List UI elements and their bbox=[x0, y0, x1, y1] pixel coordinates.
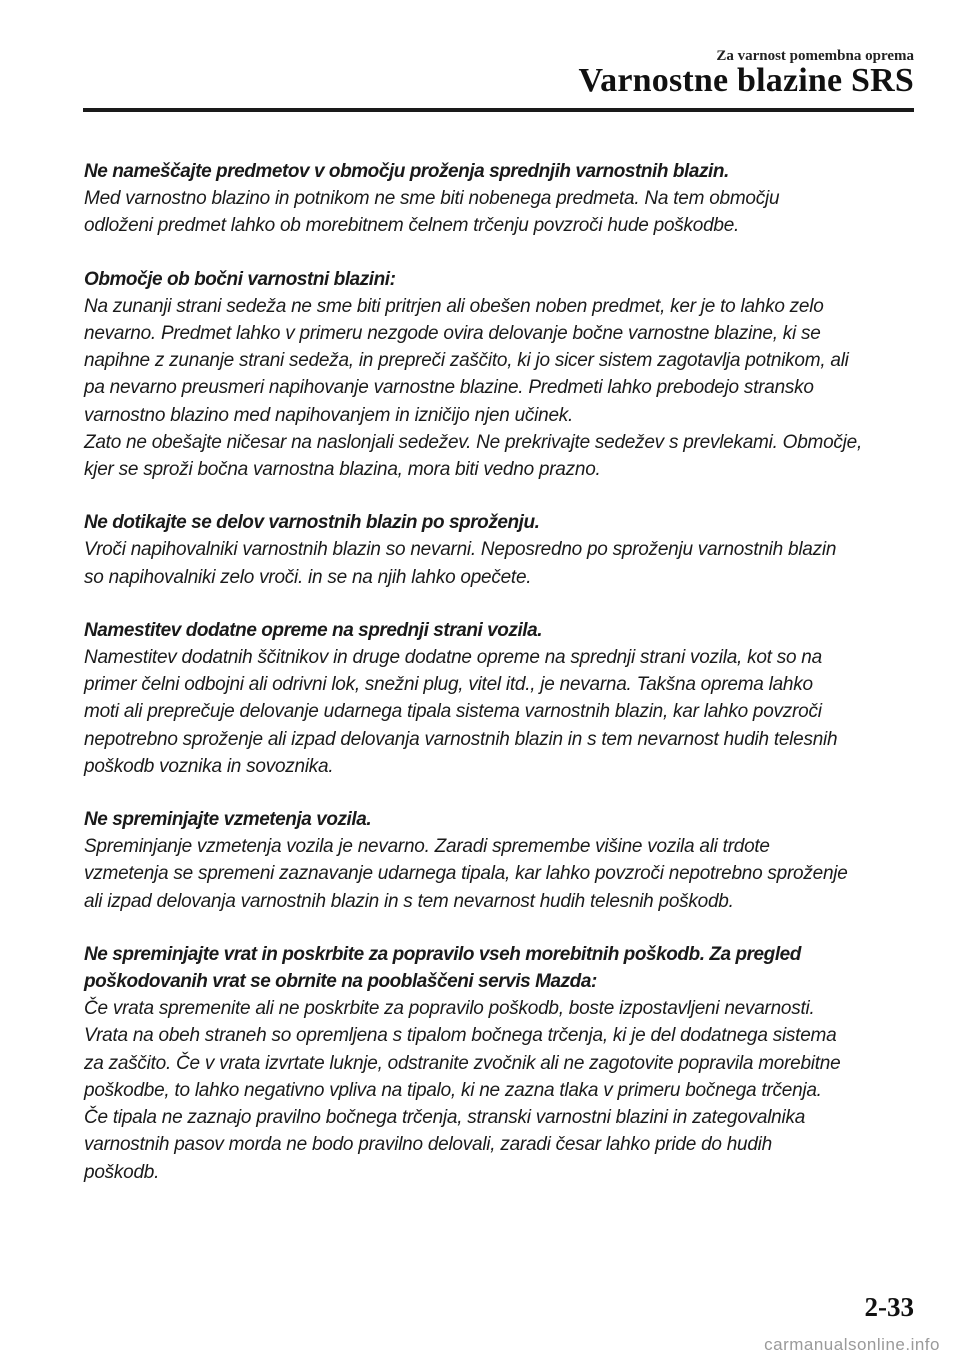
warning-text-line: ali izpad delovanja varnostnih blazin in s tem nevarnost hudih telesnih poškodb. bbox=[84, 890, 734, 912]
warning-text-line: kjer se sproži bočna varnostna blazina, mora biti vedno prazno. bbox=[84, 459, 601, 481]
page-number: 2-33 bbox=[864, 1292, 914, 1322]
warning-text-line: Med varnostno blazino in potnikom ne sme biti nobenega predmeta. Na tem območju bbox=[84, 188, 780, 210]
header-rule bbox=[83, 108, 914, 112]
page-title: Varnostne blazine SRS bbox=[578, 62, 914, 99]
warning-text-line: so napihovalniki zelo vroči. in se na njih lahko opečete. bbox=[84, 566, 532, 588]
warning-text-line: Zato ne obešajte ničesar na naslonjali sedežev. Ne prekrivajte sedežev s prevlekami. Območje, bbox=[84, 431, 862, 453]
warning-heading: Ne spreminjajte vrat in poskrbite za popravilo vseh morebitnih poškodb. Za pregled bbox=[84, 943, 801, 965]
warning-text-line: primer čelni odbojni ali odrivni lok, snežni plug, vitel itd., je nevarna. Takšna oprema lahko bbox=[84, 674, 813, 696]
warning-text-line: varnostnih pasov morda ne bodo pravilno delovali, zaradi česar lahko pride do hudih bbox=[84, 1134, 772, 1156]
warning-heading: Ne dotikajte se delov varnostnih blazin po sproženju. bbox=[84, 512, 540, 534]
warning-heading: Namestitev dodatne opreme na sprednji strani vozila. bbox=[84, 619, 543, 641]
warning-text-line: Na zunanji strani sedeža ne sme biti pritrjen ali obešen noben predmet, ker je to lahko zelo bbox=[84, 295, 824, 317]
warning-heading: poškodovanih vrat se obrnite na pooblaščeni servis Mazda: bbox=[84, 971, 597, 993]
warning-text-line: moti ali preprečuje delovanje udarnega tipala sistema varnostnih blazin, kar lahko povzroči bbox=[84, 701, 822, 723]
warning-block bbox=[84, 266, 914, 484]
warning-text-line: odloženi predmet lahko ob morebitnem čelnem trčenju povzroči hude poškodbe. bbox=[84, 215, 740, 237]
warning-text-line: Če tipala ne zaznajo pravilno bočnega trčenja, stranski varnostni blazini in zategovalnika bbox=[84, 1107, 806, 1129]
warning-text-line: pa nevarno preusmeri napihovanje varnostne blazine. Predmeti lahko prebodejo stransko bbox=[84, 377, 814, 399]
warning-text-line: Spreminjanje vzmetenja vozila je nevarno. Zaradi spremembe višine vozila ali trdote bbox=[84, 836, 770, 858]
warning-block bbox=[84, 806, 914, 915]
warning-text-line: Vrata na obeh straneh so opremljena s tipalom bočnega trčenja, ki je del dodatnega sistema bbox=[84, 1025, 837, 1047]
warning-text-line: Namestitev dodatnih ščitnikov in druge dodatne opreme na sprednji strani vozila, kot so na bbox=[84, 647, 822, 669]
warning-block bbox=[84, 509, 914, 591]
watermark: carmanualsonline.info bbox=[764, 1335, 940, 1354]
warning-text-line: poškodbe, to lahko negativno vpliva na tipalo, ki ne zazna tlaka v primeru bočnega trčenja. bbox=[84, 1079, 822, 1101]
warning-block bbox=[84, 941, 914, 1186]
warning-text-line: Če vrata spremenite ali ne poskrbite za popravilo poškodb, boste izpostavljeni nevarnosti. bbox=[84, 998, 815, 1020]
warning-text-line: za zaščito. Če v vrata izvrtate luknje, odstranite zvočnik ali ne zagotovite popravila morebitne bbox=[84, 1052, 841, 1074]
warning-text-line: poškodb. bbox=[84, 1161, 160, 1183]
content bbox=[84, 158, 914, 1212]
warning-text-line: vzmetenja se spremeni zaznavanje udarnega tipala, kar lahko povzroči nepotrebno sproženje bbox=[84, 863, 848, 885]
warning-heading: Ne spreminjajte vzmetenja vozila. bbox=[84, 809, 372, 831]
warning-text-line: varnostno blazino med napihovanjem in izničijo njen učinek. bbox=[84, 404, 574, 426]
warning-block bbox=[84, 158, 914, 240]
warning-text-line: Vroči napihovalniki varnostnih blazin so nevarni. Neposredno po sproženju varnostnih blazin bbox=[84, 539, 837, 561]
section-label: Za varnost pomembna oprema bbox=[716, 48, 914, 64]
warning-text-line: napihne z zunanje strani sedeža, in prepreči zaščito, ki jo sicer sistem zagotavlja potnikom, ali bbox=[84, 350, 849, 372]
warning-block bbox=[84, 617, 914, 780]
warning-heading: Območje ob bočni varnostni blazini: bbox=[84, 268, 396, 290]
warning-text-line: nevarno. Predmet lahko v primeru nezgode ovira delovanje bočne varnostne blazine, ki se bbox=[84, 323, 821, 345]
warning-text-line: poškodb voznika in sovoznika. bbox=[84, 755, 334, 777]
warning-heading: Ne nameščajte predmetov v območju proženja sprednjih varnostnih blazin. bbox=[84, 161, 729, 182]
warning-text-line: nepotrebno sproženje ali izpad delovanja varnostnih blazin in s tem nevarnost hudih telesnih bbox=[84, 728, 838, 750]
